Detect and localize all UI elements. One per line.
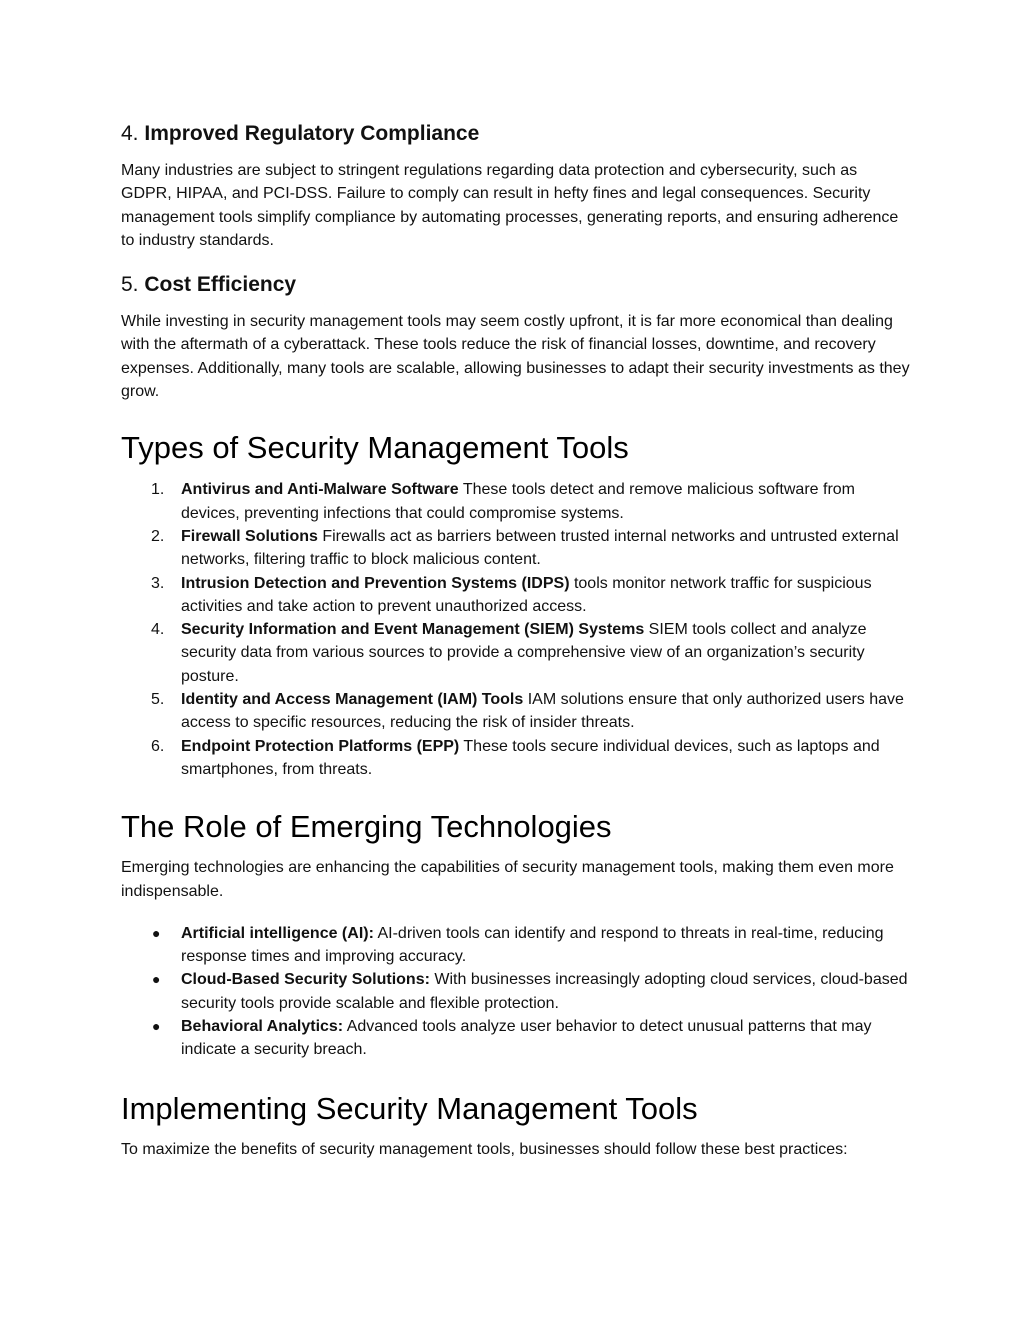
list-item-text: These tools secure individual devices, such as laptops and smartphones, from threats. — [181, 737, 880, 778]
list-item-text: Advanced tools analyze user behavior to detect unusual patterns that may indicate a security breach. — [181, 1018, 872, 1059]
list-item-text: Firewalls act as barriers between trusted internal networks and untrusted external networks, filtering traffic to block malicious content. — [181, 527, 899, 569]
list-marker: ● — [152, 971, 161, 988]
heading-types: Types of Security Management Tools — [121, 430, 629, 466]
list-item — [121, 572, 911, 619]
types-list — [121, 478, 911, 781]
list-item-term: Cloud-Based Security Solutions: — [181, 971, 430, 989]
list-item-text: With businesses increasingly adopting cloud services, cloud-based security tools provide scalable and flexible protection. — [181, 971, 908, 1012]
heading-emerging: The Role of Emerging Technologies — [121, 809, 612, 845]
list-item — [121, 478, 911, 525]
list-item-term: Artificial intelligence (AI): — [181, 924, 374, 942]
list-item — [121, 525, 911, 572]
list-item-text: tools monitor network traffic for suspicious activities and take action to prevent unauthorized access. — [181, 574, 872, 615]
list-item-text: IAM solutions ensure that only authorized users have access to specific resources, reducing the risk of insider threats. — [181, 691, 904, 732]
list-item-text: AI-driven tools can identify and respond to threats in real-time, reducing response times and improving accuracy. — [181, 924, 884, 966]
paragraph-emerging-intro: Emerging technologies are enhancing the capabilities of security management tools, making them even more indispensable. — [121, 859, 894, 900]
list-item — [121, 1015, 911, 1062]
list-item — [121, 688, 911, 735]
list-item — [121, 618, 911, 688]
list-item-term: Antivirus and Anti-Malware Software — [181, 481, 459, 499]
list-item-text: These tools detect and remove malicious software from devices, preventing infections that could compromise systems. — [181, 481, 855, 522]
document-page — [121, 120, 911, 1161]
list-marker: 4. — [151, 621, 165, 639]
list-marker: 6. — [151, 737, 165, 755]
list-item-term: Behavioral Analytics: — [181, 1018, 344, 1036]
list-item-text: SIEM tools collect and analyze security data from various sources to provide a comprehensive view of an organization’s security posture. — [181, 621, 867, 685]
list-marker: ● — [152, 924, 161, 941]
list-item — [121, 968, 911, 1015]
list-item-term: Identity and Access Management (IAM) Tools — [181, 691, 524, 709]
section-title: Improved Regulatory Compliance — [144, 122, 480, 145]
list-marker: 1. — [151, 481, 165, 499]
list-marker: 5. — [151, 691, 165, 709]
heading-implementing: Implementing Security Management Tools — [121, 1090, 698, 1126]
list-item-term: Endpoint Protection Platforms (EPP) — [181, 737, 460, 755]
list-item-term: Intrusion Detection and Prevention Systems (IDPS) — [181, 574, 570, 592]
list-marker: 2. — [151, 527, 165, 545]
section-heading-cost — [121, 271, 911, 299]
list-item — [121, 922, 911, 969]
list-item-term: Firewall Solutions — [181, 527, 318, 545]
list-marker: 3. — [151, 574, 165, 592]
section-heading-compliance — [121, 120, 911, 148]
emerging-list — [121, 922, 911, 1062]
paragraph-cost: While investing in security management tools may seem costly upfront, it is far more economical than dealing with the aftermath of a cyberattack. These tools reduce the risk of financial losses, downtime, and recovery expenses. Additionally, many tools are scalable, allowing businesses to adapt their security investments as they grow. — [121, 313, 910, 401]
section-number: 4. — [121, 122, 139, 145]
paragraph-implementing-intro: To maximize the benefits of security management tools, businesses should follow these best practices: — [121, 1140, 848, 1158]
list-marker: ● — [152, 1018, 161, 1035]
list-item-term: Security Information and Event Management (SIEM) Systems — [181, 621, 645, 639]
section-title: Cost Efficiency — [144, 273, 297, 297]
list-item — [121, 735, 911, 782]
paragraph-compliance: Many industries are subject to stringent regulations regarding data protection and cybersecurity, such as GDPR, HIPAA, and PCI-DSS. Failure to comply can result in hefty fines and legal consequences. Security management tools simplify compliance by automating processes, generating reports, and ensuring adherence to industry standards. — [121, 162, 899, 249]
section-number: 5. — [121, 273, 139, 297]
